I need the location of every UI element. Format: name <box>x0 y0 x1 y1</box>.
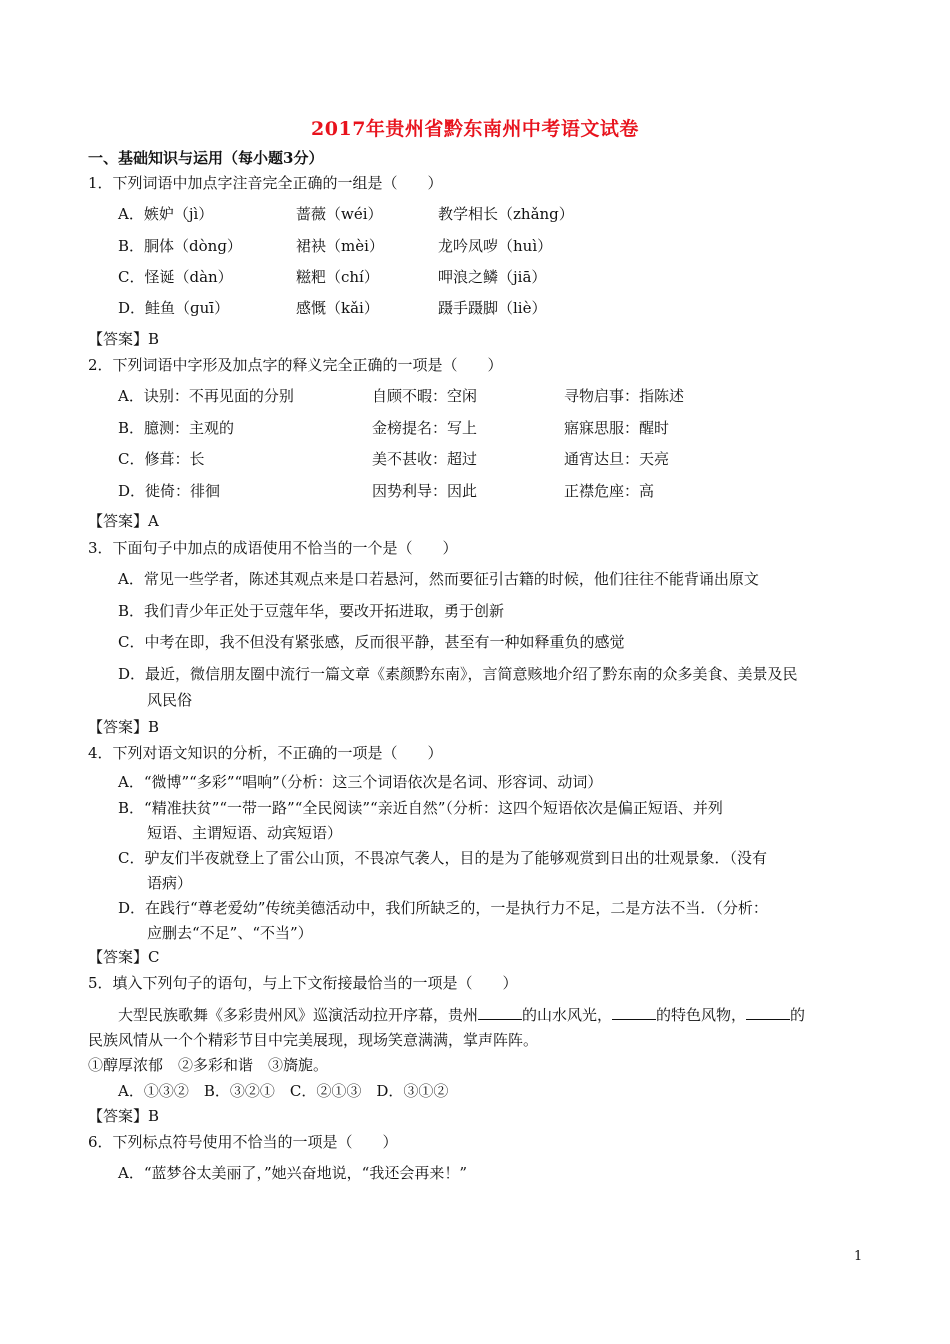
blank-2 <box>612 1005 656 1020</box>
question-5-passage-line-2: 民族风情从一个个精彩节目中完美展现，现场笑意满满，掌声阵阵。 <box>88 1031 539 1049</box>
question-6-stem: 6．下列标点符号使用不恰当的一项是（ ） <box>88 1133 398 1151</box>
option-c-3: 通宵达旦：天亮 <box>564 450 670 468</box>
passage-text-4: 的 <box>790 1006 806 1024</box>
question-5-stem: 5．填入下列句子的语句，与上下文衔接最恰当的一项是（ ） <box>88 974 518 992</box>
question-5-answer: 【答案】B <box>88 1107 160 1125</box>
question-4-stem: 4．下列对语文知识的分析，不正确的一项是（ ） <box>88 744 443 762</box>
question-5-choices: ①醇厚浓郁 ②多彩和谐 ③旖旎。 <box>88 1056 329 1074</box>
question-3-answer: 【答案】B <box>88 718 160 736</box>
question-4-answer: 【答案】C <box>88 948 160 966</box>
option-c-2: 糍粑（chí） <box>296 268 379 286</box>
option-d-2: 感慨（kǎi） <box>296 299 379 317</box>
option-d-2: 因势利导：因此 <box>372 482 478 500</box>
option-a-2: 自顾不暇：空闲 <box>372 387 478 405</box>
question-5-passage-line-1 <box>118 1004 805 1026</box>
page-title: 2017年贵州省黔东南州中考语文试卷 <box>311 118 639 140</box>
question-2-answer: 【答案】A <box>88 512 159 530</box>
question-3-option-a: A．常见一些学者，陈述其观点来是口若悬河，然而要征引古籍的时候，他们往往不能背诵出原文 <box>118 570 759 588</box>
question-4-option-b-cont: 短语、主谓短语、动宾短语） <box>147 824 343 842</box>
question-1-answer: 【答案】B <box>88 330 160 348</box>
question-3-stem: 3．下面句子中加点的成语使用不恰当的一个是（ ） <box>88 539 458 557</box>
question-4-option-a: A．“微博”“多彩”“唱响”（分析：这三个词语依次是名词、形容词、动词） <box>118 773 603 791</box>
question-4-option-d: D．在践行“尊老爱幼”传统美德活动中，我们所缺乏的，一是执行力不足，二是方法不当．（分析： <box>118 899 768 917</box>
option-b-2: 裙袂（mèi） <box>296 237 384 255</box>
question-1-stem: 1．下列词语中加点字注音完全正确的一组是（ ） <box>88 174 443 192</box>
question-4-option-b: B．“精准扶贫”“一带一路”“全民阅读”“亲近自然”（分析：这四个短语依次是偏正短语、并列 <box>118 799 723 817</box>
question-3-option-d-cont: 风民俗 <box>147 691 193 709</box>
option-d-1: D．鲑鱼（ɡuī） <box>118 299 230 317</box>
question-5-options: A．①③② B．③②① C．②①③ D．③①② <box>118 1082 449 1100</box>
question-4-option-c-cont: 语病） <box>147 874 193 892</box>
option-a-2: 蔷薇（wéi） <box>296 205 383 223</box>
blank-3 <box>746 1005 790 1020</box>
option-d-1: D．徙倚：徘徊 <box>118 482 221 500</box>
option-b-2: 金榜提名：写上 <box>372 419 478 437</box>
option-a-3: 寻物启事：指陈述 <box>564 387 685 405</box>
section-heading: 一、基础知识与运用（每小题3分） <box>88 149 324 167</box>
question-3-option-b: B．我们青少年正处于豆蔻年华，要改开拓进取，勇于创新 <box>118 602 505 620</box>
question-4-option-d-cont: 应删去“不足”、“不当”） <box>147 924 313 942</box>
option-b-3: 龙吟凤哕（huì） <box>438 237 553 255</box>
option-a-1: A．嫉妒（jì） <box>118 205 214 223</box>
question-3-option-c: C．中考在即，我不但没有紧张感，反而很平静，甚至有一种如释重负的感觉 <box>118 633 625 651</box>
option-d-3: 蹑手蹑脚（liè） <box>438 299 547 317</box>
option-a-1: A．诀别：不再见面的分别 <box>118 387 294 405</box>
question-3-option-d: D．最近，微信朋友圈中流行一篇文章《素颜黔东南》，言简意赅地介绍了黔东南的众多美食、美景及民 <box>118 665 798 683</box>
question-6-option-a: A．“蓝梦谷太美丽了，”她兴奋地说，“我还会再来！” <box>118 1164 468 1182</box>
passage-text-1: 大型民族歌舞《多彩贵州风》巡演活动拉开序幕，贵州 <box>118 1006 479 1024</box>
option-b-1: B．臆测：主观的 <box>118 419 235 437</box>
option-b-1: B．胴体（dònɡ） <box>118 237 242 255</box>
option-c-3: 呷浪之鳞（jiā） <box>438 268 547 286</box>
option-a-3: 教学相长（zhǎng） <box>438 205 574 223</box>
blank-1 <box>478 1005 522 1020</box>
option-c-1: C．怪诞（dàn） <box>118 268 233 286</box>
option-b-3: 寤寐思服：醒时 <box>564 419 670 437</box>
passage-text-2: 的山水风光， <box>522 1006 613 1024</box>
option-c-1: C．修葺：长 <box>118 450 205 468</box>
option-d-3: 正襟危座：高 <box>564 482 655 500</box>
question-4-option-c: C．驴友们半夜就登上了雷公山顶，不畏凉气袭人，目的是为了能够观赏到日出的壮观景象．（没有 <box>118 849 767 867</box>
passage-text-3: 的特色风物， <box>656 1006 747 1024</box>
option-c-2: 美不甚收：超过 <box>372 450 478 468</box>
page-number: 1 <box>854 1249 863 1264</box>
question-2-stem: 2．下列词语中字形及加点字的释义完全正确的一项是（ ） <box>88 356 503 374</box>
